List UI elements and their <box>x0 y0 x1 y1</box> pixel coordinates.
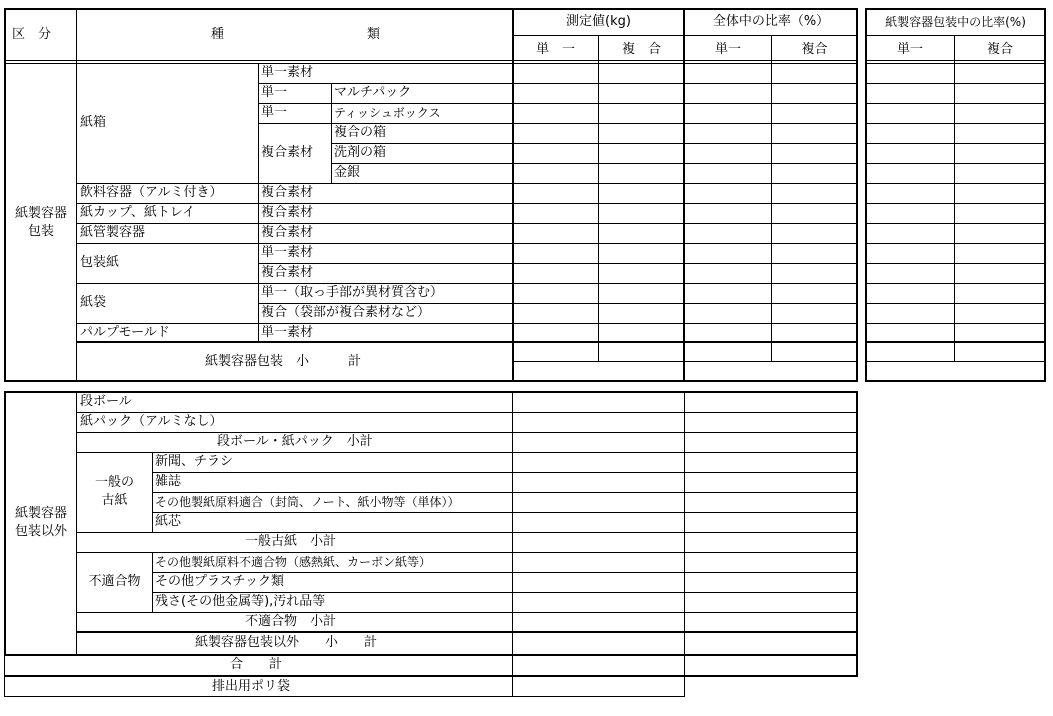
bag-single: 単一（取っ手部が異材質含む） <box>261 285 444 300</box>
cup-type: 複合素材 <box>261 205 314 220</box>
row-danball: 段ボール <box>80 394 132 409</box>
wrap-single: 単一素材 <box>261 245 314 260</box>
category-paper-line1: 紙製容器 <box>14 206 67 221</box>
row-pulp-mold: パルプモールド <box>80 325 170 340</box>
danball-subtotal: 段ボール・紙パック 小計 <box>217 434 373 449</box>
row-drink-container: 飲料容器（アルミ付き） <box>80 185 223 200</box>
row-magazine: 雑誌 <box>155 474 182 489</box>
header-composite-paper: 複合 <box>986 42 1013 57</box>
row-paper-tube: 紙管製容器 <box>80 225 146 240</box>
header-single-overall: 単一 <box>714 42 741 57</box>
row-plastic: その他プラスチック類 <box>155 574 284 589</box>
kamibako-single-b: 単一 <box>261 105 288 120</box>
header-shu: 種 <box>211 27 225 42</box>
row-paper-core: 紙芯 <box>155 514 182 529</box>
bag-composite: 複合（袋部が複合素材など） <box>261 305 431 320</box>
tube-type: 複合素材 <box>261 225 314 240</box>
drink-type: 複合素材 <box>261 185 314 200</box>
kamibako-detergent-box: 洗剤の箱 <box>334 145 387 160</box>
paper-subtotal: 紙製容器包装 小 計 <box>205 354 362 369</box>
category-other-line2: 包装以外 <box>14 524 67 539</box>
row-kamipack: 紙パック（アルミなし） <box>80 414 223 429</box>
header-paper-ratio: 紙製容器包装中の比率(%) <box>885 15 1026 29</box>
header-single-paper: 単一 <box>896 42 923 57</box>
category-general-line1: 一般の <box>94 475 134 490</box>
pulp-type: 単一素材 <box>261 325 314 340</box>
category-unfit: 不適合物 <box>88 574 141 589</box>
other-subtotal: 紙製容器包装以外 小 計 <box>195 635 378 650</box>
unfit-subtotal: 不適合物 小計 <box>245 614 337 629</box>
header-composite-measured: 複 合 <box>621 42 661 57</box>
category-paper-line2: 包装 <box>27 224 54 239</box>
row-wrapping-paper: 包装紙 <box>80 255 120 270</box>
category-general-line2: 古紙 <box>101 493 128 508</box>
category-other-line1: 紙製容器 <box>14 506 67 521</box>
kamibako-single-material: 単一素材 <box>261 65 314 80</box>
kamibako-composite-box: 複合の箱 <box>334 125 387 140</box>
row-residue: 残さ(その他金属等),汚れ品等 <box>155 594 326 609</box>
row-paper-cup: 紙カップ、紙トレイ <box>80 205 196 220</box>
header-kubun: 区 分 <box>12 27 52 42</box>
kamibako-kingin: 金銀 <box>334 165 361 180</box>
header-measured: 測定値(kg) <box>566 14 631 29</box>
kamibako-tissue-box: ティッシュボックス <box>334 106 441 120</box>
kamibako-composite-material: 複合素材 <box>261 145 314 160</box>
poly-bag: 排出用ポリ袋 <box>212 679 291 694</box>
row-kamibako: 紙箱 <box>80 115 107 130</box>
kamibako-multipack: マルチパック <box>334 85 412 100</box>
header-rui: 類 <box>367 27 381 42</box>
row-other-paper: その他製紙原料適合（封筒、ノート、紙小物等（単体）） <box>155 495 460 509</box>
row-paper-bag: 紙袋 <box>80 295 107 310</box>
header-single-measured: 単 一 <box>535 42 575 57</box>
row-newspaper: 新聞、チラシ <box>155 454 234 469</box>
header-composite-overall: 複合 <box>801 42 828 57</box>
row-unfit-paper: その他製紙原料不適合物（感熱紙、カーボン紙等） <box>155 555 432 569</box>
general-subtotal: 一般古紙 小計 <box>245 534 337 549</box>
kamibako-single-a: 単一 <box>261 85 288 100</box>
wrap-composite: 複合素材 <box>261 265 314 280</box>
grand-total: 合 計 <box>230 657 283 672</box>
header-overall-ratio: 全体中の比率（%） <box>712 14 830 29</box>
